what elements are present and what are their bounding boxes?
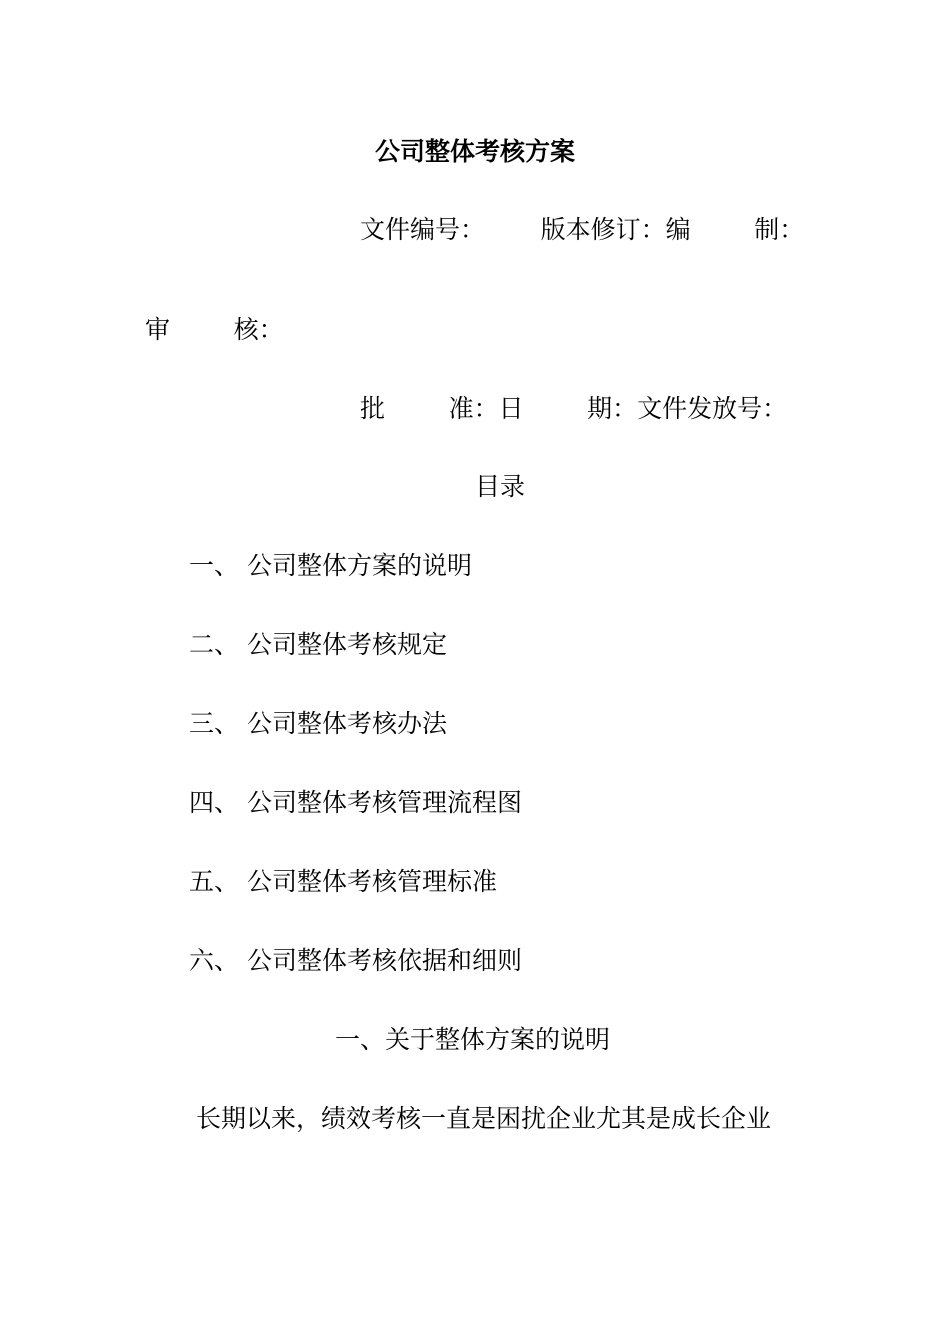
toc-item-number: 五、	[189, 867, 240, 896]
meta-line-file-info: 文件编号： 版本修订：编 制：	[360, 215, 805, 244]
toc-item-text: 公司整体考核规定	[247, 630, 448, 659]
toc-item-number: 三、	[189, 709, 240, 738]
toc-item-number: 二、	[189, 630, 240, 659]
toc-item	[189, 787, 522, 819]
toc-heading: 目录	[474, 472, 525, 501]
toc-item-number: 一、	[189, 551, 240, 580]
section-heading: 一、关于整体方案的说明	[335, 1025, 611, 1054]
toc-item	[189, 866, 497, 898]
toc-item	[189, 945, 522, 977]
meta-line-approval: 批 准：日 期：文件发放号：	[360, 394, 788, 423]
toc-item-text: 公司整体考核办法	[247, 709, 448, 738]
body-paragraph: 长期以来，绩效考核一直是困扰企业尤其是成长企业	[196, 1104, 772, 1133]
toc-item	[189, 629, 447, 661]
toc-item-text: 公司整体考核依据和细则	[247, 946, 523, 975]
toc-item	[189, 550, 472, 582]
toc-item-text: 公司整体方案的说明	[247, 551, 473, 580]
toc-item-number: 四、	[189, 788, 240, 817]
meta-line-review: 审 核：	[145, 315, 284, 344]
toc-item-text: 公司整体考核管理流程图	[247, 788, 523, 817]
document-title: 公司整体考核方案	[374, 137, 575, 166]
toc-item-text: 公司整体考核管理标准	[247, 867, 498, 896]
toc-item	[189, 708, 447, 740]
toc-item-number: 六、	[189, 946, 240, 975]
